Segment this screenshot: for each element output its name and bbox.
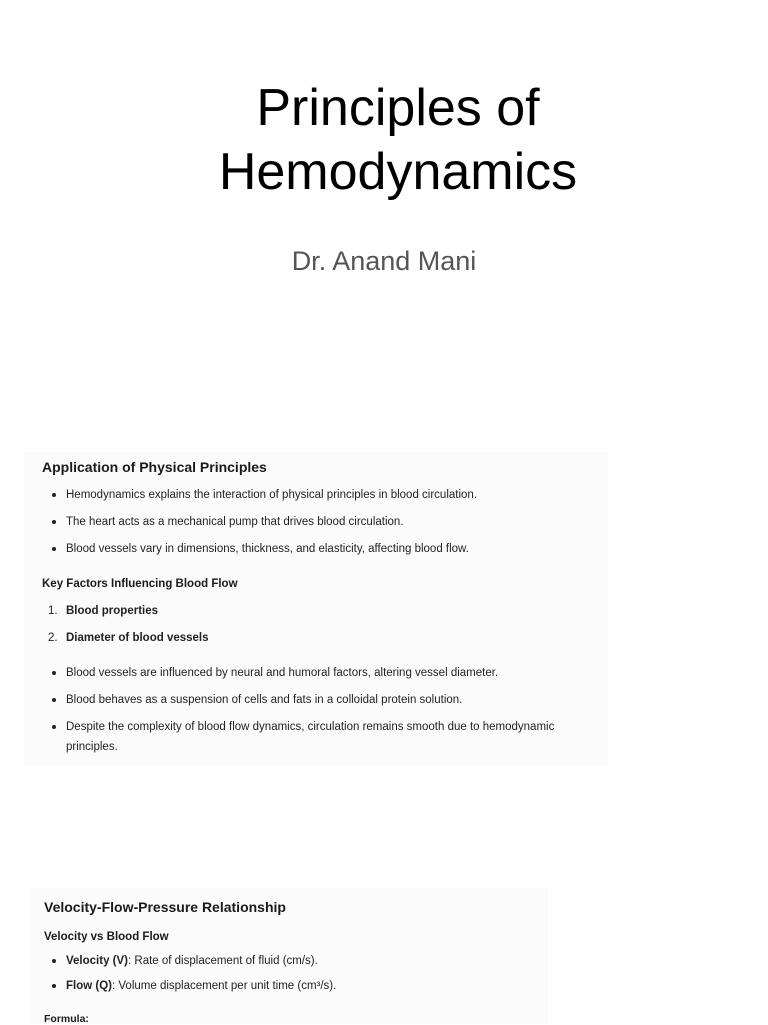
list-item: Blood behaves as a suspension of cells and fats in a colloidal protein solution.: [66, 690, 462, 710]
term: Flow (Q): [66, 980, 112, 992]
subsection-heading: Velocity vs Blood Flow: [44, 931, 169, 943]
title-line-2: Hemodynamics: [218, 143, 578, 201]
term: Velocity (V): [66, 955, 128, 967]
numbered-item: [48, 601, 159, 621]
author-name: Dr. Anand Mani: [291, 246, 477, 276]
list-item: [66, 951, 318, 971]
subsection-heading: Key Factors Influencing Blood Flow: [42, 578, 238, 590]
list-item: Hemodynamics explains the interaction of physical principles in blood circulation.: [66, 485, 477, 505]
term-description: : Volume displacement per unit time (cm³/s).: [112, 980, 337, 992]
list-item: The heart acts as a mechanical pump that drives blood circulation.: [66, 512, 404, 532]
section-application: [24, 452, 608, 766]
section-heading: Velocity-Flow-Pressure Relationship: [44, 899, 286, 915]
list-number: 1.: [48, 605, 58, 617]
numbered-item-text: Diameter of blood vessels: [66, 632, 209, 644]
list-item: Blood vessels vary in dimensions, thickness, and elasticity, affecting blood flow.: [66, 539, 469, 559]
title-line-1: Principles of: [256, 79, 540, 137]
term-description: : Rate of displacement of fluid (cm/s).: [128, 955, 318, 967]
section-velocity: [30, 888, 548, 1024]
formula-label: Formula:: [44, 1013, 89, 1025]
section-heading: Application of Physical Principles: [42, 459, 267, 475]
numbered-item-text: Blood properties: [66, 605, 159, 617]
list-item: Blood vessels are influenced by neural and humoral factors, altering vessel diameter.: [66, 663, 498, 683]
list-item-continuation: principles.: [66, 741, 118, 753]
page-title: [0, 76, 768, 204]
list-number: 2.: [48, 632, 58, 644]
list-item: [66, 976, 336, 996]
numbered-item: [48, 628, 209, 648]
list-item: Despite the complexity of blood flow dynamics, circulation remains smooth due to hemodynamic: [66, 717, 554, 737]
